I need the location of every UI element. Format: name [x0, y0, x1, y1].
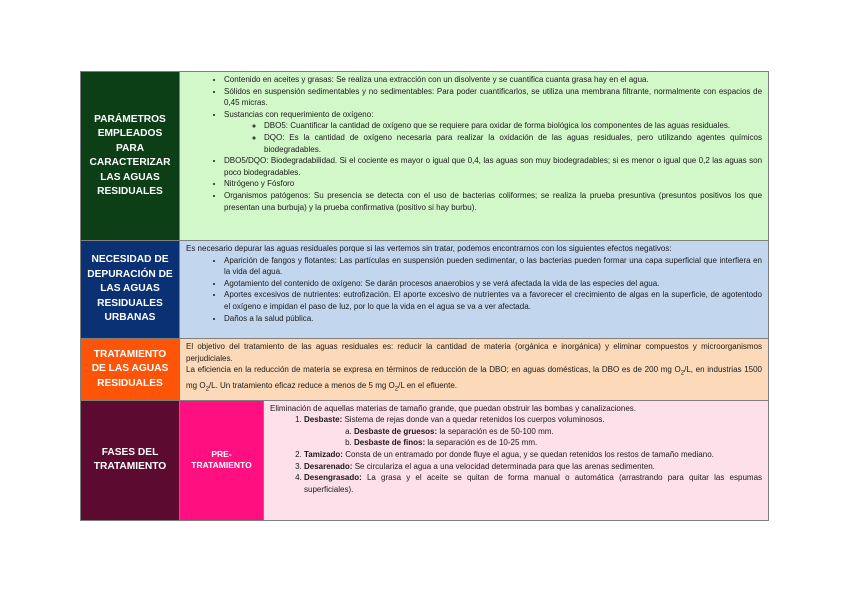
header-line: RESIDUALES	[97, 186, 163, 197]
content-parametros	[180, 72, 769, 241]
row-parametros	[81, 72, 769, 241]
header-tratamiento	[81, 339, 180, 401]
list-item: • Agotamiento del contenido de oxígeno: Se darán procesos anaerobios y se verá afectada la vida de las especies del agua.	[224, 278, 762, 290]
fases-steps	[270, 414, 762, 495]
header-line: LAS AGUAS	[100, 171, 160, 183]
step-text: Sistema de rejas donde van a quedar retenidos los cuerpos voluminosos.	[342, 415, 605, 425]
header-line: RESIDUALES	[97, 377, 163, 389]
content-tratamiento	[180, 339, 769, 401]
subscript: 2	[680, 370, 685, 377]
step-title: Tamizado:	[304, 449, 343, 459]
header-line: PARA	[115, 142, 145, 154]
efficiency-text: /L en el efluente.	[398, 381, 457, 391]
list-item: • Daños a la salud pública.	[224, 313, 762, 325]
header-line: PARÁMETROS	[94, 113, 166, 125]
content-fases	[264, 400, 769, 520]
oxygen-sublist	[224, 120, 762, 155]
list-item-text: Sustancias con requerimiento de oxígeno:	[224, 109, 374, 119]
row-fases	[81, 400, 769, 520]
list-item	[304, 414, 762, 449]
header-line: EMPLEADOS	[97, 128, 163, 139]
header-line: TRATAMIENTO	[93, 461, 167, 473]
efficiency-text: /L. Un tratamiento eficaz reduce a menos de 5 mg O	[208, 381, 395, 391]
step-text: Consta de un entramado por donde fluye el agua, y se quedan retenidos los restos de tamaño mediano.	[342, 449, 714, 459]
list-item	[304, 472, 762, 495]
step-title: Desbaste:	[304, 415, 343, 425]
header-necesidad	[81, 241, 180, 339]
list-item: • DBO5/DQO: Biodegradabilidad. Si el cociente es mayor o igual que 0,4, las aguas son muy biodegradables; si es menor o igual que 0,2 las aguas son poco biodegradables.	[224, 155, 762, 178]
list-item: ◦ DBO5: Cuantificar la cantidad de oxígeno que se requiere para oxidar de forma biológica los componentes de las aguas residuales.	[264, 120, 762, 132]
substep-text: la separación es de 50-100 mm.	[437, 426, 554, 436]
header-fases	[81, 400, 180, 520]
header-line: URBANAS	[104, 312, 156, 324]
subscript: 2	[205, 386, 209, 393]
row-necesidad	[81, 241, 769, 339]
header-line: NECESIDAD DE	[91, 254, 169, 266]
parametros-list	[186, 74, 762, 213]
content-necesidad	[180, 241, 769, 339]
step-text: Se circulariza el agua a una velocidad determinada para que las arenas sedimenten.	[352, 461, 655, 471]
row-tratamiento	[81, 339, 769, 401]
stage-line: TRATAMIENTO	[191, 460, 252, 471]
tratamiento-efficiency	[186, 364, 762, 396]
header-line: RESIDUALES	[97, 297, 163, 309]
list-item: • Aportes excesivos de nutrientes: eutrofización. El aporte excesivo de nutrientes va a favorecer el crecimiento de algas en la superficie, de agotentodo el oxígeno e impidan el paso de luz, por lo que la vida en el agua se va a ver afectada.	[224, 289, 762, 312]
stage-line: PRE-	[211, 449, 232, 460]
step-title: Desarenado:	[304, 461, 353, 471]
list-item	[304, 461, 762, 473]
efficiency-text: /L, en industrias 1500 mg O	[186, 365, 763, 391]
list-item	[224, 109, 762, 155]
list-item	[354, 437, 762, 449]
list-item: • Organismos patógenos: Su presencia se detecta con el uso de bacterias coliformes; se realiza la prueba presuntiva (presuntos positivos los que presentan una burbuja) y la prueba confirmativa (positivo si hay burbu).	[224, 190, 762, 213]
header-line: CARACTERIZAR	[89, 157, 171, 168]
list-item: • Aparición de fangos y flotantes: Las partículas en suspensión pueden sedimentar, o las bacterias pueden formar una capa superficial que interfiera en la vida del agua.	[224, 255, 762, 278]
list-item	[304, 449, 762, 461]
substep-title: Desbaste de gruesos:	[354, 426, 438, 436]
list-item: • Sólidos en suspensión sedimentables y no sedimentables: Para poder cuantificarlos, se utiliza una membrana filtrante, normalmente con espacios de 0,45 micras.	[224, 86, 762, 109]
list-item	[354, 426, 762, 438]
summary-table	[80, 71, 769, 521]
list-item: ◦ DQO: Es la cantidad de oxígeno necesaria para realizar la oxidación de las aguas residuales, pero utilizando agentes químicos biodegradables.	[264, 132, 762, 155]
list-item: • Nitrógeno y Fósforo	[224, 178, 762, 190]
efficiency-text: La eficiencia en la reducción de materia se expresa en términos de reducción de la DBO; en aguas domésticas, la DBO es de 200 mg O	[186, 365, 681, 375]
header-line: FASES DEL	[101, 446, 159, 458]
subscript: 2	[394, 386, 399, 393]
necesidad-list	[186, 255, 762, 325]
step-text: La grasa y el aceite se quitan de forma manual o automática (arrastrando para quitar las espumas superficiales).	[304, 473, 763, 494]
header-parametros	[81, 72, 180, 241]
substep-title: Desbaste de finos:	[354, 438, 426, 448]
desbaste-substeps	[304, 426, 762, 449]
header-line: LAS AGUAS	[100, 283, 160, 295]
header-line: DE LAS AGUAS	[91, 363, 169, 375]
tratamiento-objective: El objetivo del tratamiento de las aguas residuales es: reducir la cantidad de materia (orgánica e inorgánica) y eliminar compuestos y microorganismos perjudiciales.	[186, 342, 763, 363]
necesidad-intro: Es necesario depurar las aguas residuales porque si las vertemos sin tratar, podemos encontrarnos con los siguientes efectos negativos:	[186, 244, 672, 253]
fases-intro: Eliminación de aquellas materias de tamaño grande, que puedan obstruir las bombas y canalizaciones.	[270, 403, 636, 413]
list-item: • Contenido en aceites y grasas: Se realiza una extracción con un disolvente y se cuantifica cuanta grasa hay en el agua.	[224, 74, 762, 86]
stage-pretratamiento	[180, 400, 264, 520]
step-title: Desengrasado:	[304, 473, 362, 483]
header-line: TRATAMIENTO	[93, 348, 167, 360]
substep-text: la separación es de 10-25 mm.	[425, 438, 538, 448]
header-line: DEPURACIÓN DE	[87, 268, 173, 280]
